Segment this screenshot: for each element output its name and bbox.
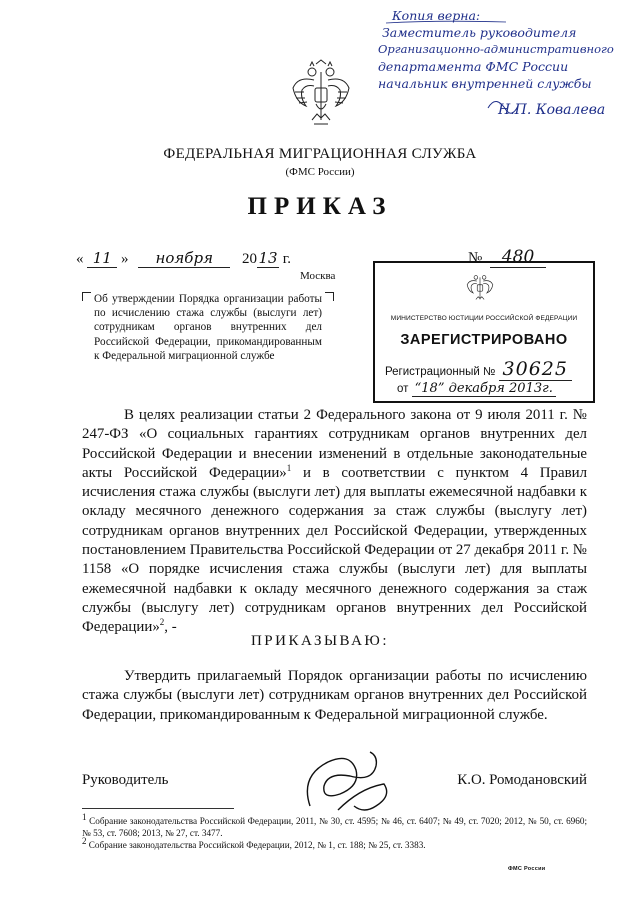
date-year-unit: г. <box>282 251 291 267</box>
footnotes <box>82 811 587 851</box>
signer-name: К.О. Ромодановский <box>457 772 587 788</box>
date-quote-close: » <box>121 251 129 267</box>
preamble-part: и в соответствии с пунктом 4 Правил исчисления стажа службы (выслуги лет) для выплаты ежемесячной надбавки к окладу месячного денежного содержания за стаж службы (выслугу лет) сотрудникам органов внутренних дел Российской Федерации, утвержденных постановлением Правительства Российской Федерации от 27 декабря 2011 г. № 1158 «О порядке исчисления стажа службы (выслуги лет) для выплаты ежемесячной надбавки к окладу месячного денежного содержания за стаж службы (выслугу лет) сотрудникам органов внутренних дел Российской Федерации» <box>82 464 587 636</box>
printer-mark: ФМС России <box>508 866 546 872</box>
preamble-part: , - <box>164 619 177 636</box>
signer-title: Руководитель <box>82 772 169 788</box>
certification-line: Заместитель руководителя <box>382 25 577 40</box>
date-day: 11 <box>87 249 117 268</box>
footnote-number: 2 <box>82 835 87 846</box>
order-preamble <box>82 406 587 638</box>
stamp-registration-number <box>385 358 572 380</box>
order-directive-text: Утвердить прилагаемый Порядок организации работы по исчислению стажа службы (выслуги лет) сотрудникам органов внутренних дел Российской Федерации, прикомандированным к Федеральной миграционной службе. <box>82 668 587 723</box>
certification-line: Организационно-административного <box>378 42 614 56</box>
stamp-registered-label: ЗАРЕГИСТРИРОВАНО <box>400 332 568 348</box>
date-quote-open: « <box>76 251 84 267</box>
certification-strokes <box>378 8 633 128</box>
date-month: ноября <box>138 249 230 268</box>
certification-line: начальник внутренней службы <box>378 76 592 91</box>
russian-emblem-icon <box>290 58 352 130</box>
footnote-divider <box>82 808 234 809</box>
registration-stamp <box>373 261 595 403</box>
preamble-part: В целях реализации статьи 2 Федерального закона от 9 июля 2011 г. № 247-ФЗ «О социальных гарантиях сотрудникам органов внутренних дел Российской Федерации и внесении изменений в отдельные законодательные акты Российской Федерации» <box>82 407 587 481</box>
stamp-emblem-icon <box>465 271 495 304</box>
order-city: Москва <box>300 270 336 282</box>
order-number-value: 480 <box>490 247 546 268</box>
certification-line: департамента ФМС России <box>378 59 569 74</box>
order-subject: Об утверждении Порядка организации работы по исчислению стажа службы (выслуги лет) сотрудникам органов внутренних дел Российской Федерации, прикомандированным к Федеральной миграционной службе <box>94 293 322 362</box>
stamp-registration-number-value: 30625 <box>499 358 572 381</box>
document-type-title: ПРИКАЗ <box>247 193 393 220</box>
stamp-date-value: “18” декабря 2013г. <box>412 381 556 397</box>
organization-short-name: (ФМС России) <box>285 166 355 178</box>
order-date <box>76 249 291 268</box>
stamp-registration-date <box>397 381 556 396</box>
date-year-suffix: 13 <box>258 249 278 267</box>
subject-corner-left <box>82 292 91 301</box>
date-year-prefix: 20 <box>242 251 257 267</box>
footnote-mark: 2 <box>159 617 165 628</box>
footnote-text: Собрание законодательства Российской Федерации, 2012, № 1, ст. 188; № 25, ст. 3383. <box>86 840 426 850</box>
order-directive-word: ПРИКАЗЫВАЮ: <box>250 633 390 649</box>
stamp-date-label: от <box>397 383 409 395</box>
footnote-text: Собрание законодательства Российской Федерации, 2011, № 30, ст. 4595; № 46, ст. 6407; № 49, ст. 7020; 2012, № 50, ст. 6960; № 53, ст. 7608; 2013, № 27, ст. 3477. <box>82 816 587 838</box>
certification-signature: Н.П. Ковалева <box>498 102 606 118</box>
organization-name: ФЕДЕРАЛЬНАЯ МИГРАЦИОННАЯ СЛУЖБА <box>163 146 477 162</box>
stamp-registration-number-label: Регистрационный № <box>385 366 496 378</box>
certification-line: Копия верна: <box>392 8 481 23</box>
footnote-number: 1 <box>82 811 87 822</box>
order-number-label: № <box>468 250 483 266</box>
footnote-mark: 1 <box>286 462 292 473</box>
copy-certification-note <box>378 8 633 128</box>
footnote <box>82 811 587 839</box>
order-subject-block <box>82 292 334 363</box>
subject-corner-right <box>325 292 334 301</box>
footnote <box>82 835 587 851</box>
stamp-ministry-name: МИНИСТЕРСТВО ЮСТИЦИИ РОССИЙСКОЙ ФЕДЕРАЦИИ <box>390 315 578 322</box>
